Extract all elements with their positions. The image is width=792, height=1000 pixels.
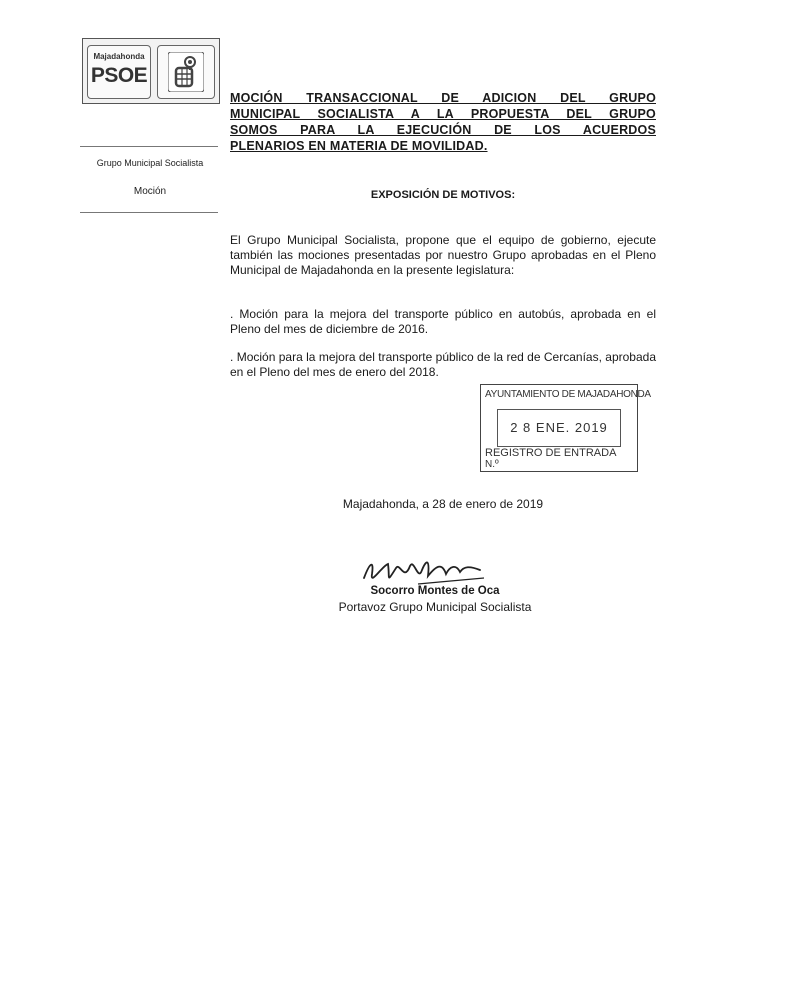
logo-text-block (87, 45, 151, 99)
title-line-4: PLENARIOS EN MATERIA DE MOVILIDAD. (230, 139, 488, 153)
psoe-logo (82, 38, 220, 104)
signer-role: Portavoz Grupo Municipal Socialista (338, 600, 532, 614)
paragraph-intro: El Grupo Municipal Socialista, propone que el equipo de gobierno, ejecute también las mociones presentadas por nuestro Grupo aprobadas en el Pleno Municipal de Majadahonda en la presente legislatura: (230, 233, 656, 277)
sidebar-divider-bottom (80, 212, 218, 213)
paragraph-motion-cercanias: . Moción para la mejora del transporte público de la red de Cercanías, aprobada en el Pleno del mes de enero del 2018. (230, 350, 656, 379)
sidebar-doc-type: Moción (133, 186, 167, 197)
stamp-footer: REGISTRO DE ENTRADA (485, 447, 617, 459)
title-line-1: MOCIÓN TRANSACCIONAL DE ADICION DEL GRUPO (230, 91, 656, 105)
signer-name: Socorro Montes de Oca (370, 585, 500, 597)
stamp-date-box (497, 409, 621, 447)
section-heading: EXPOSICIÓN DE MOTIVOS: (370, 189, 516, 201)
title-line-3: SOMOS PARA LA EJECUCIÓN DE LOS ACUERDOS (230, 123, 656, 137)
stamp-header: AYUNTAMIENTO DE MAJADAHONDA (485, 389, 651, 400)
stamp-date: 2 8 ENE. 2019 (510, 420, 608, 435)
sidebar-divider-top (80, 146, 218, 147)
paragraph-motion-bus: . Moción para la mejora del transporte público en autobús, aprobada en el Pleno del mes de diciembre de 2016. (230, 307, 656, 336)
logo-party: PSOE (90, 64, 148, 87)
title-line-2: MUNICIPAL SOCIALISTA A LA PROPUESTA DEL GRUPO (230, 107, 656, 121)
sidebar-group-label: Grupo Municipal Socialista (96, 158, 204, 168)
psoe-fist-rose-icon (157, 45, 215, 99)
place-date: Majadahonda, a 28 de enero de 2019 (342, 497, 544, 511)
document-title (230, 90, 656, 154)
registry-stamp (480, 384, 651, 472)
logo-city: Majadahonda (93, 52, 145, 61)
stamp-number-label: N.º (485, 459, 499, 470)
